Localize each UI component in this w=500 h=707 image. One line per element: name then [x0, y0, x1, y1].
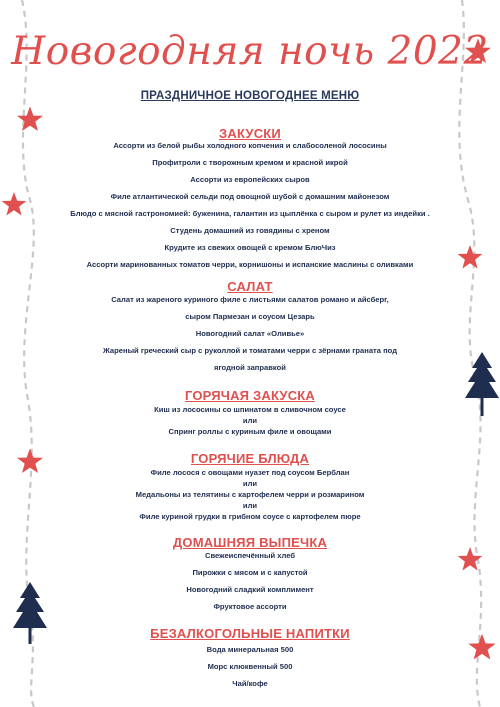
- menu-item: ягодной заправкой: [214, 363, 286, 372]
- menu-item: Крудите из свежих овощей с кремом БлюЧиз: [164, 243, 336, 252]
- menu-item: Пирожки с мясом и с капустой: [192, 568, 308, 577]
- section-heading-hot-starter: ГОРЯЧАЯ ЗАКУСКА: [184, 388, 316, 403]
- menu-item: Свежеиспечённый хлеб: [204, 551, 296, 560]
- section-heading-drinks: БЕЗАЛКОГОЛЬНЫЕ НАПИТКИ: [150, 626, 350, 641]
- menu-item: Филе атлантической сельди под овощной шубой с домашним майонезом: [110, 192, 390, 201]
- menu-item: Жареный греческий сыр с руколлой и томатами черри с зёрнами граната под: [102, 346, 398, 355]
- menu-item: сыром Пармезан и соусом Цезарь: [185, 312, 315, 321]
- menu-item: Ассорти из европейских сыров: [190, 175, 310, 184]
- menu-item: Профитроли с творожным кремом и красной икрой: [152, 158, 348, 167]
- menu-item: Филе куриной грудки в грибном соусе с картофелем пюре: [139, 512, 361, 521]
- menu-item: Вода минеральная 500: [206, 645, 294, 654]
- menu-item-or: или: [242, 416, 258, 425]
- menu-item: Чай/кофе: [232, 679, 268, 688]
- menu-item: Студень домашний из говядины с хреном: [170, 226, 330, 235]
- menu-item-or: или: [242, 479, 258, 488]
- menu-item: Новогодний сладкий комплимент: [186, 585, 314, 594]
- page-title: Новогодняя ночь 2022: [11, 29, 489, 74]
- menu-item: Ассорти маринованных томатов черри, корнишоны и испанские маслины с оливками: [86, 260, 414, 269]
- menu-item: Морс клюквенный 500: [207, 662, 293, 671]
- menu-item: Фруктовое ассорти: [213, 602, 287, 611]
- menu-item: Спринг роллы с куриным филе и овощами: [168, 427, 332, 436]
- menu-item: Киш из лососины со шпинатом в сливочном соусе: [154, 405, 346, 414]
- menu-item: Ассорти из белой рыбы холодного копчения и слабосоленой лососины: [113, 141, 387, 150]
- menu-item: Медальоны из телятины с картофелем черри и розмарином: [135, 490, 365, 499]
- section-heading-main-courses: ГОРЯЧИЕ БЛЮДА: [190, 451, 310, 466]
- menu-item-or: или: [242, 501, 258, 510]
- section-heading-salad: САЛАТ: [227, 279, 273, 294]
- section-heading-bakery: ДОМАШНЯЯ ВЫПЕЧКА: [172, 535, 328, 550]
- menu-item: Новогодний салат «Оливье»: [195, 329, 305, 338]
- section-heading-starters: ЗАКУСКИ: [219, 126, 281, 141]
- menu-subtitle: ПРАЗДНИЧНОЕ НОВОГОДНЕЕ МЕНЮ: [140, 90, 360, 102]
- menu-item: Блюдо с мясной гастрономией: буженина, галантин из цыплёнка с сыром и рулет из индейки .: [70, 209, 430, 218]
- menu-item: Филе лосося с овощами нуазет под соусом Берблан: [150, 468, 350, 477]
- menu-item: Салат из жареного куриного филе с листьями салатов романо и айсберг,: [111, 295, 389, 304]
